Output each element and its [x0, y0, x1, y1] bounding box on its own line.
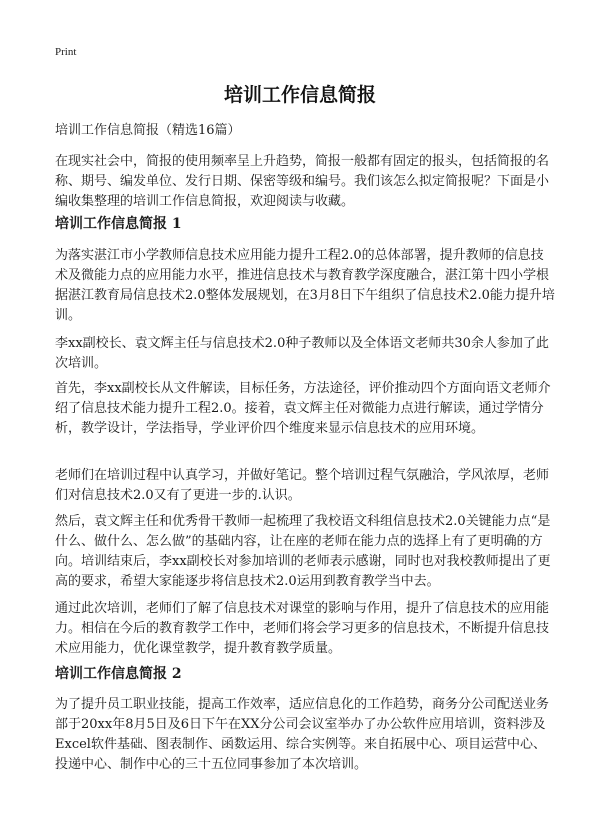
intro-paragraph: 在现实社会中，简报的使用频率呈上升趋势，简报一般都有固定的报头，包括简报的名称、期号、编发单位、发行日期、保密等级和编号。我们该怎么拟定简报呢？下面是小编收集整理的培训工作信息简报，欢迎阅读与收藏。 — [55, 154, 550, 209]
section-1-heading: 培训工作信息简报 1 — [55, 216, 182, 232]
section-2-paragraph-1: 为了提升员工职业技能，提高工作效率，适应信息化的工作趋势，商务分公司配送业务部于20xx年8月5日及6日下午在XX分公司会议室举办了办公软件应用培训，资料涉及Excel软件基础、图表制作、函数运用、综合实例等。来自拓展中心、项目运营中心、投递中心、制作中心的三十五位同事参加了本次培训。 — [55, 697, 550, 772]
section-1-paragraph-1: 为落实湛江市小学教师信息技术应用能力提升工程2.0的总体部署，提升教师的信息技术及微能力点的应用能力水平，推进信息技术与教育教学深度融合，湛江第十四小学根据湛江教育局信息技术2.0整体发展规划，在3月8日下午组织了信息技术2.0能力提升培训。 — [55, 248, 555, 323]
section-1-paragraph-3: 首先，李xx副校长从文件解读，目标任务，方法途径，评价推动四个方面向语文老师介绍了信息技术能力提升工程2.0。接着，袁文辉主任对微能力点进行解读，通过学情分析，教学设计，学法指导，学业评价四个维度来显示信息技术的应用环境。 — [55, 381, 551, 436]
section-1-paragraph-6: 通过此次培训，老师们了解了信息技术对课堂的影响与作用，提升了信息技术的应用能力。相信在今后的教育教学工作中，老师们将会学习更多的信息技术，不断提升信息技术应用能力，优化课堂教学，提升教育教学质量。 — [55, 601, 550, 656]
section-1-paragraph-2: 李xx副校长、袁文辉主任与信息技术2.0种子教师以及全体语文老师共30余人参加了此次培训。 — [55, 336, 549, 371]
section-2-heading: 培训工作信息简报 2 — [55, 666, 182, 682]
page-title: 培训工作信息简报 — [223, 84, 376, 106]
document-subtitle: 培训工作信息简报（精选16篇） — [55, 123, 241, 138]
section-1-paragraph-4: 老师们在培训过程中认真学习，并做好笔记。整个培训过程气氛融洽，学风浓厚，老师们对信息技术2.0又有了更进一步的.认识。 — [55, 468, 550, 503]
print-link[interactable]: Print — [55, 46, 77, 58]
section-1-paragraph-5: 然后，袁文辉主任和优秀骨干教师一起梳理了我校语文科组信息技术2.0关键能力点“是什么、做什么、怎么做”的基础内容，让在座的老师在能力点的选择上有了更明确的方向。培训结束后，李xx副校长对参加培训的老师表示感谢，同时也对我校教师提出了更高的要求，希望大家能逐步将信息技术2.0运用到教育教学当中去。 — [55, 514, 551, 589]
